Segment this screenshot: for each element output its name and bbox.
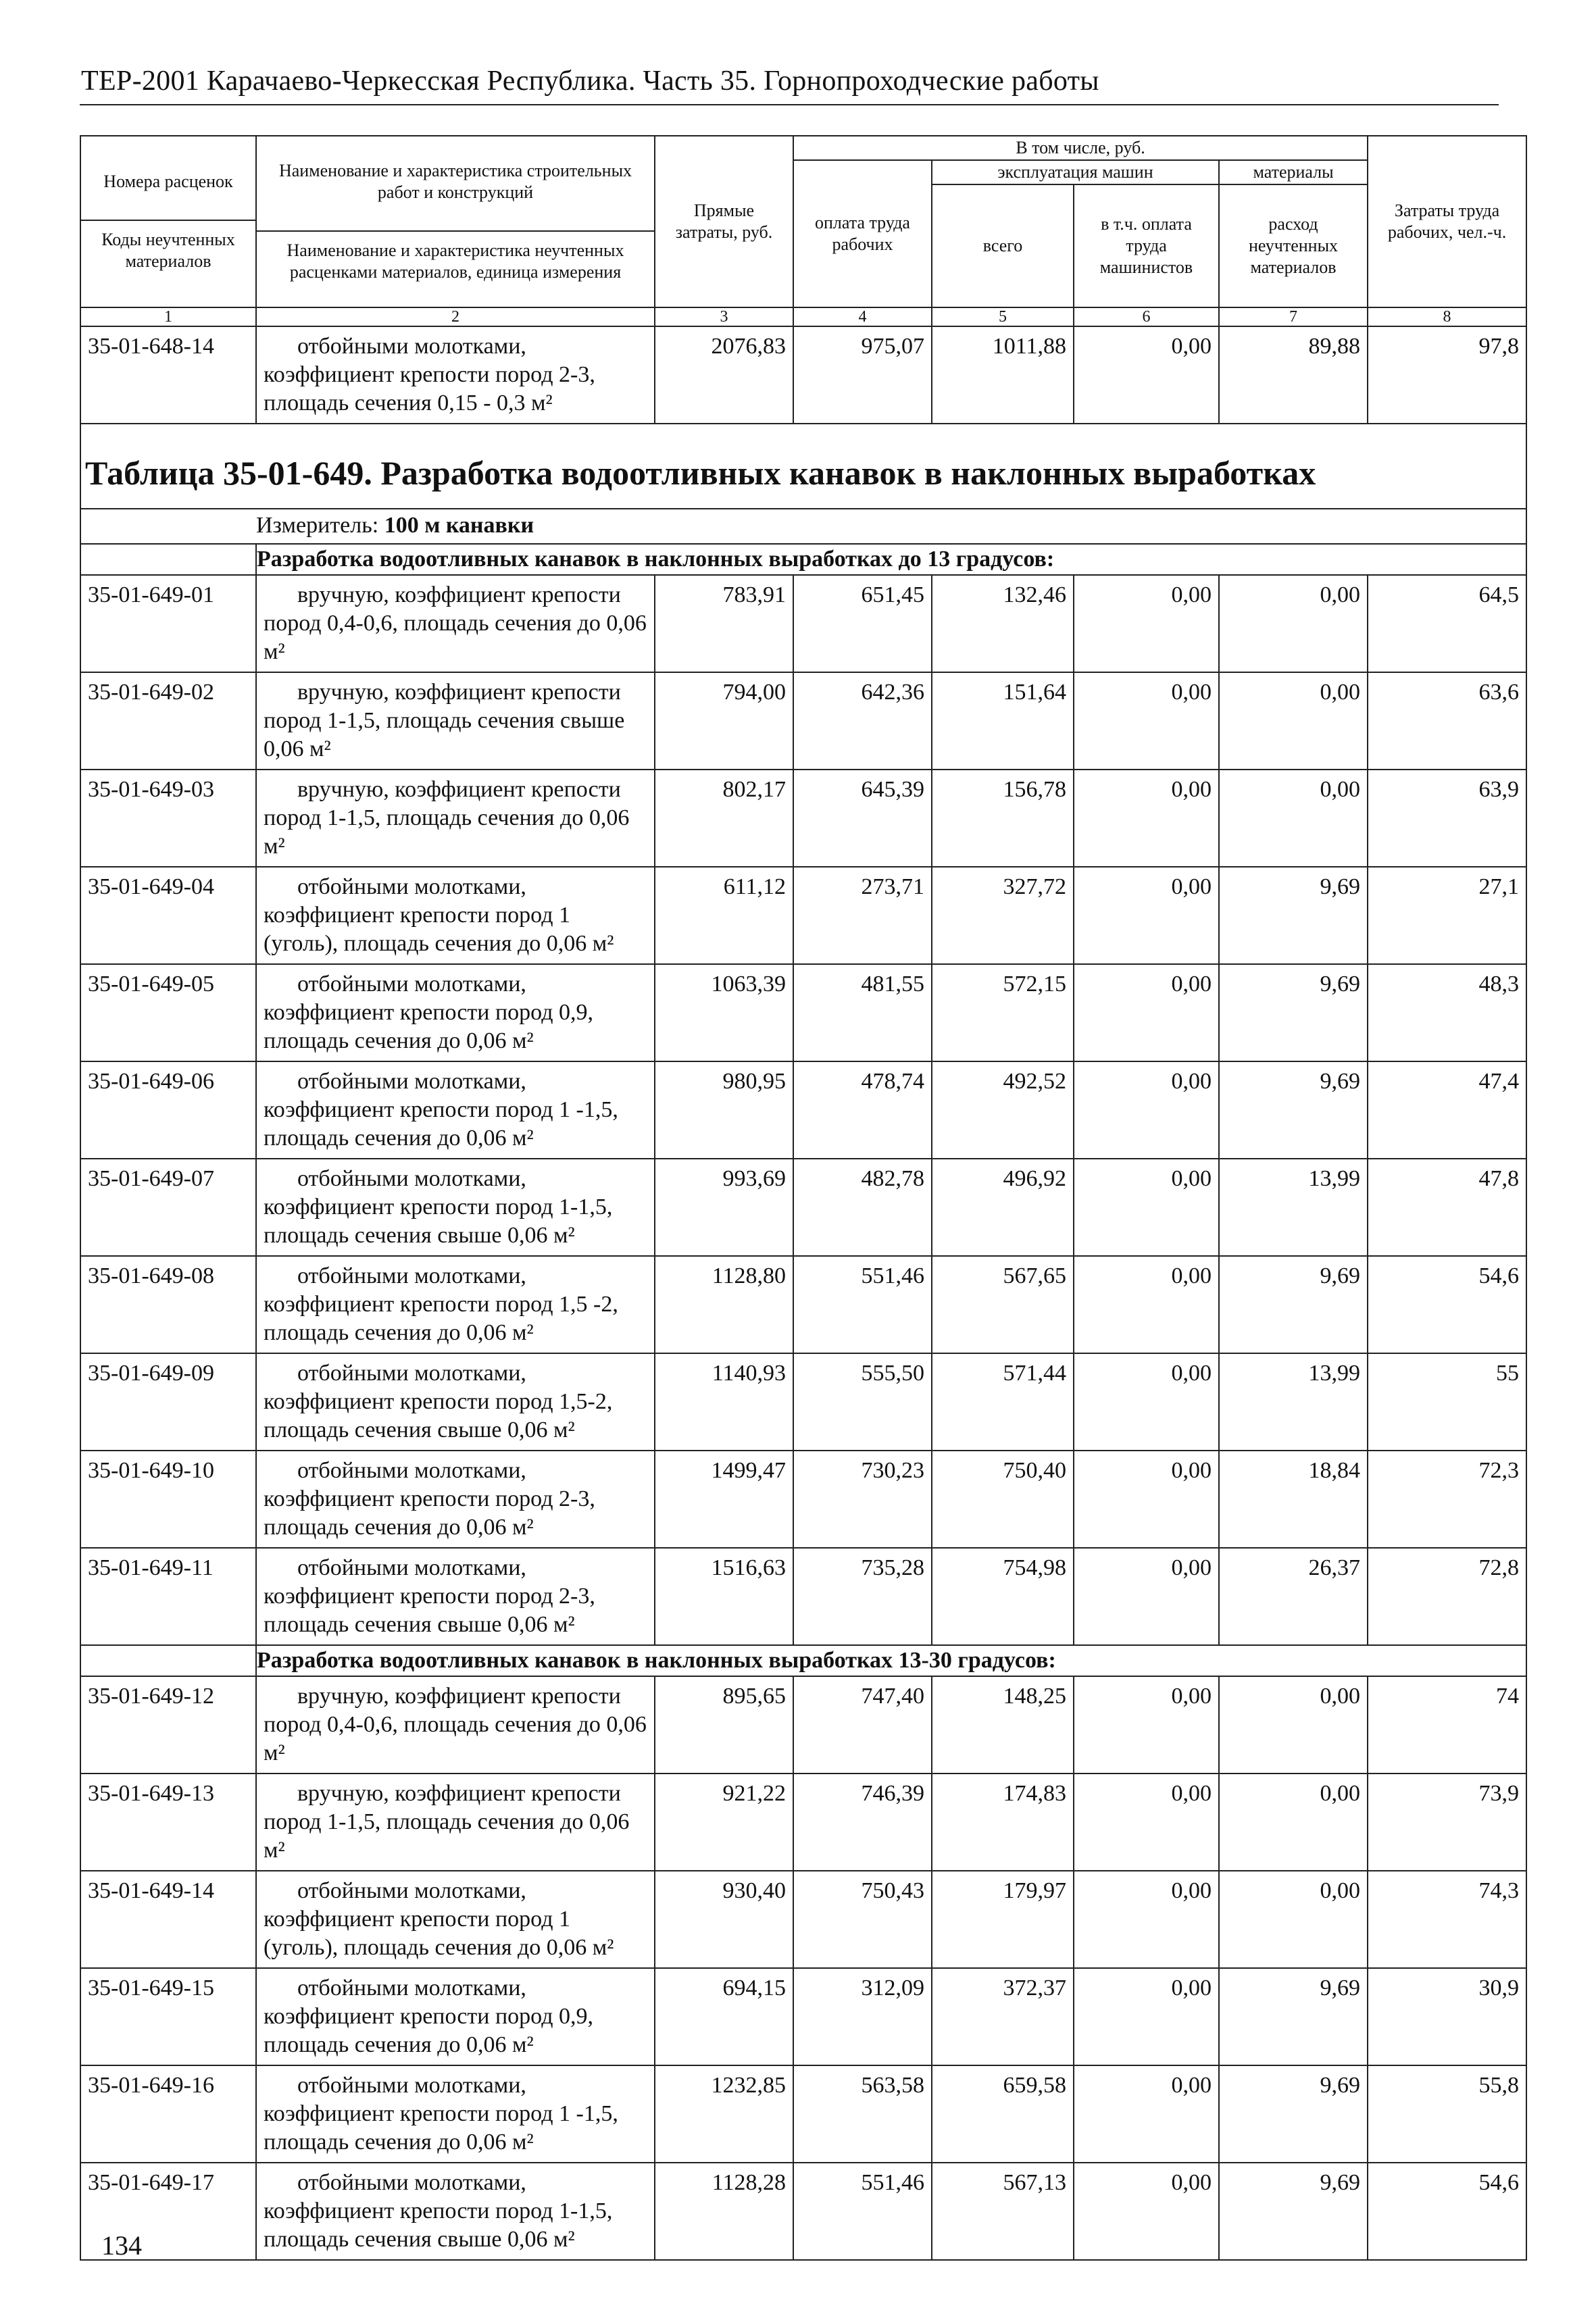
- direct-cost: 611,12: [655, 867, 793, 964]
- materials-cost: 9,69: [1219, 2163, 1368, 2260]
- rate-description: отбойными молотками, коэффициент крепости пород 0,9, площадь сечения до 0,06 м²: [256, 1968, 655, 2065]
- machines-labor: 0,00: [1074, 1061, 1219, 1159]
- rate-code: 35-01-649-03: [80, 770, 256, 867]
- labor-cost: 481,55: [793, 964, 932, 1061]
- rate-code: 35-01-649-17: [80, 2163, 256, 2260]
- rate-description: отбойными молотками, коэффициент крепости пород 1-1,5, площадь сечения свыше 0,06 м²: [256, 2163, 655, 2260]
- machines-labor: 0,00: [1074, 1353, 1219, 1451]
- labor-hours: 72,8: [1368, 1548, 1526, 1645]
- rate-description: вручную, коэффициент крепости пород 0,4-0,6, площадь сечения до 0,06 м²: [256, 575, 655, 672]
- col-code-top: Номера расценок: [81, 167, 255, 221]
- col-number: 2: [256, 307, 655, 326]
- labor-cost: 746,39: [793, 1774, 932, 1871]
- table-row: [80, 2163, 1526, 2260]
- labor-hours: 54,6: [1368, 2163, 1526, 2260]
- machines-total: 571,44: [932, 1353, 1074, 1451]
- machines-total: 1011,88: [932, 326, 1074, 424]
- materials-cost: 0,00: [1219, 575, 1368, 672]
- materials-cost: 9,69: [1219, 1061, 1368, 1159]
- measure-unit: [256, 509, 1526, 543]
- direct-cost: 1063,39: [655, 964, 793, 1061]
- rate-description: отбойными молотками, коэффициент крепости пород 1 -1,5, площадь сечения до 0,06 м²: [256, 2065, 655, 2163]
- rate-code: 35-01-649-01: [80, 575, 256, 672]
- col-number: 8: [1368, 307, 1526, 326]
- machines-labor: 0,00: [1074, 1968, 1219, 2065]
- materials-cost: 13,99: [1219, 1159, 1368, 1256]
- labor-hours: 47,4: [1368, 1061, 1526, 1159]
- machines-total: 372,37: [932, 1968, 1074, 2065]
- rate-description: отбойными молотками, коэффициент крепости пород 1,5-2, площадь сечения свыше 0,06 м²: [256, 1353, 655, 1451]
- direct-cost: 921,22: [655, 1774, 793, 1871]
- machines-total: 156,78: [932, 770, 1074, 867]
- direct-cost: 1232,85: [655, 2065, 793, 2163]
- rate-code: 35-01-649-02: [80, 672, 256, 770]
- col-mach-total-header: всего: [932, 184, 1074, 307]
- machines-total: 496,92: [932, 1159, 1074, 1256]
- rate-description: вручную, коэффициент крепости пород 1-1,5, площадь сечения до 0,06 м²: [256, 1774, 655, 1871]
- rate-code: 35-01-649-06: [80, 1061, 256, 1159]
- machines-labor: 0,00: [1074, 1676, 1219, 1774]
- labor-hours: 54,6: [1368, 1256, 1526, 1353]
- rate-code: 35-01-649-05: [80, 964, 256, 1061]
- rate-code: 35-01-649-11: [80, 1548, 256, 1645]
- rows-group-1: [80, 575, 1526, 1645]
- running-header: ТЕР-2001 Карачаево-Черкесская Республика. Часть 35. Горнопроходческие работы: [81, 66, 1099, 97]
- direct-cost: 2076,83: [655, 326, 793, 424]
- direct-cost: 980,95: [655, 1061, 793, 1159]
- machines-total: 132,46: [932, 575, 1074, 672]
- labor-cost: 735,28: [793, 1548, 932, 1645]
- table-title-row: [80, 424, 1526, 509]
- materials-header: материалы: [1219, 160, 1368, 184]
- labor-hours: 97,8: [1368, 326, 1526, 424]
- machines-labor: 0,00: [1074, 1871, 1219, 1968]
- materials-cost: 0,00: [1219, 1871, 1368, 1968]
- labor-hours: 74,3: [1368, 1871, 1526, 1968]
- labor-cost: 478,74: [793, 1061, 932, 1159]
- materials-cost: 0,00: [1219, 672, 1368, 770]
- materials-cost: 18,84: [1219, 1451, 1368, 1548]
- machines-labor: 0,00: [1074, 1256, 1219, 1353]
- machines-total: 659,58: [932, 2065, 1074, 2163]
- materials-cost: 89,88: [1219, 326, 1368, 424]
- table-row: [80, 1061, 1526, 1159]
- rate-description: отбойными молотками, коэффициент крепости пород 1-1,5, площадь сечения свыше 0,06 м²: [256, 1159, 655, 1256]
- measure-row: [80, 509, 1526, 544]
- machines-header: эксплуатация машин: [932, 160, 1219, 184]
- machines-labor: 0,00: [1074, 1159, 1219, 1256]
- labor-hours: 63,6: [1368, 672, 1526, 770]
- labor-cost: 645,39: [793, 770, 932, 867]
- direct-cost: 783,91: [655, 575, 793, 672]
- machines-labor: 0,00: [1074, 1548, 1219, 1645]
- labor-cost: 642,36: [793, 672, 932, 770]
- labor-hours: 74: [1368, 1676, 1526, 1774]
- machines-total: 750,40: [932, 1451, 1074, 1548]
- table-row: [80, 964, 1526, 1061]
- col-number: 6: [1074, 307, 1219, 326]
- direct-cost: 993,69: [655, 1159, 793, 1256]
- section-heading: Разработка водоотливных канавок в наклонных выработках 13-30 градусов:: [256, 1645, 1526, 1676]
- rate-description: отбойными молотками, коэффициент крепости пород 1 (уголь), площадь сечения до 0,06 м²: [256, 1871, 655, 1968]
- materials-cost: 9,69: [1219, 1256, 1368, 1353]
- direct-cost: 794,00: [655, 672, 793, 770]
- col-code-bottom: Коды неучтенных материалов: [101, 230, 235, 271]
- price-table-sheet: [80, 135, 1526, 2261]
- machines-labor: 0,00: [1074, 672, 1219, 770]
- rows-group-2: [80, 1676, 1526, 2260]
- col-number: 7: [1219, 307, 1368, 326]
- rate-code: 35-01-649-16: [80, 2065, 256, 2163]
- direct-cost: 1140,93: [655, 1353, 793, 1451]
- labor-cost: 551,46: [793, 2163, 932, 2260]
- labor-cost: 975,07: [793, 326, 932, 424]
- labor-hours: 27,1: [1368, 867, 1526, 964]
- measure-value: 100 м канавки: [384, 513, 534, 538]
- labor-cost: 551,46: [793, 1256, 932, 1353]
- labor-hours: 48,3: [1368, 964, 1526, 1061]
- page-number: 134: [101, 2230, 142, 2261]
- group-header: В том числе, руб.: [793, 136, 1368, 160]
- rate-code: 35-01-649-10: [80, 1451, 256, 1548]
- materials-cost: 0,00: [1219, 1774, 1368, 1871]
- table-row: [80, 1159, 1526, 1256]
- machines-total: 567,65: [932, 1256, 1074, 1353]
- header-row-1: [80, 136, 1526, 160]
- machines-total: 151,64: [932, 672, 1074, 770]
- materials-cost: 9,69: [1219, 1968, 1368, 2065]
- direct-cost: 1128,28: [655, 2163, 793, 2260]
- rate-code: 35-01-649-15: [80, 1968, 256, 2065]
- materials-cost: 9,69: [1219, 2065, 1368, 2163]
- labor-hours: 55,8: [1368, 2065, 1526, 2163]
- table-row: [80, 1774, 1526, 1871]
- col-labor-header: оплата труда рабочих: [793, 160, 932, 307]
- col-materials-header: расход неучтенных материалов: [1219, 184, 1368, 307]
- col-name-bottom: Наименование и характеристика неучтенных расценками материалов, единица измерения: [286, 241, 624, 282]
- col-number: 1: [80, 307, 256, 326]
- table-row: [80, 2065, 1526, 2163]
- machines-labor: 0,00: [1074, 964, 1219, 1061]
- direct-cost: 1516,63: [655, 1548, 793, 1645]
- rate-description: отбойными молотками, коэффициент крепости пород 2-3, площадь сечения свыше 0,06 м²: [256, 1548, 655, 1645]
- rate-code: 35-01-649-07: [80, 1159, 256, 1256]
- table-row: [80, 867, 1526, 964]
- table-row: [80, 1451, 1526, 1548]
- table-row: [80, 1256, 1526, 1353]
- rate-code: 35-01-649-12: [80, 1676, 256, 1774]
- labor-cost: 555,50: [793, 1353, 932, 1451]
- rate-description: вручную, коэффициент крепости пород 1-1,5, площадь сечения до 0,06 м²: [256, 770, 655, 867]
- machines-total: 174,83: [932, 1774, 1074, 1871]
- col-name-header: [256, 136, 655, 307]
- table-row: [80, 1968, 1526, 2065]
- direct-cost: 930,40: [655, 1871, 793, 1968]
- labor-cost: 482,78: [793, 1159, 932, 1256]
- table-title: Таблица 35-01-649. Разработка водоотливных канавок в наклонных выработках: [85, 454, 1316, 492]
- table-row: [80, 575, 1526, 672]
- header-rule: [80, 104, 1499, 105]
- labor-hours: 72,3: [1368, 1451, 1526, 1548]
- col-mach-labor-header: в т.ч. оплата труда машинистов: [1074, 184, 1219, 307]
- machines-labor: 0,00: [1074, 770, 1219, 867]
- labor-cost: 747,40: [793, 1676, 932, 1774]
- rate-description: отбойными молотками, коэффициент крепости пород 0,9, площадь сечения до 0,06 м²: [256, 964, 655, 1061]
- section-heading: Разработка водоотливных канавок в наклонных выработках до 13 градусов:: [256, 544, 1526, 575]
- col-direct-header: Прямые затраты, руб.: [655, 136, 793, 307]
- table-row: [80, 672, 1526, 770]
- direct-cost: 1128,80: [655, 1256, 793, 1353]
- machines-total: 179,97: [932, 1871, 1074, 1968]
- rate-description: отбойными молотками, коэффициент крепости пород 2-3, площадь сечения до 0,06 м²: [256, 1451, 655, 1548]
- materials-cost: 9,69: [1219, 867, 1368, 964]
- machines-total: 754,98: [932, 1548, 1074, 1645]
- rates-table: [80, 135, 1527, 2261]
- machines-total: 327,72: [932, 867, 1074, 964]
- labor-cost: 750,43: [793, 1871, 932, 1968]
- col-hours-header: Затраты труда рабочих, чел.-ч.: [1368, 136, 1526, 307]
- rate-description: отбойными молотками, коэффициент крепости пород 1 -1,5, площадь сечения до 0,06 м²: [256, 1061, 655, 1159]
- rate-code: 35-01-649-08: [80, 1256, 256, 1353]
- labor-hours: 63,9: [1368, 770, 1526, 867]
- machines-labor: 0,00: [1074, 1774, 1219, 1871]
- col-number: 3: [655, 307, 793, 326]
- measure-label: Измеритель:: [256, 513, 384, 538]
- direct-cost: 1499,47: [655, 1451, 793, 1548]
- machines-labor: 0,00: [1074, 1451, 1219, 1548]
- machines-labor: 0,00: [1074, 867, 1219, 964]
- rate-code: 35-01-649-09: [80, 1353, 256, 1451]
- labor-cost: 273,71: [793, 867, 932, 964]
- labor-hours: 55: [1368, 1353, 1526, 1451]
- machines-labor: 0,00: [1074, 2065, 1219, 2163]
- col-name-top: Наименование и характеристика строительных работ и конструкций: [257, 156, 654, 232]
- col-number: 4: [793, 307, 932, 326]
- labor-cost: 651,45: [793, 575, 932, 672]
- materials-cost: 13,99: [1219, 1353, 1368, 1451]
- table-row: [80, 1548, 1526, 1645]
- machines-labor: 0,00: [1074, 326, 1219, 424]
- labor-cost: 563,58: [793, 2065, 932, 2163]
- labor-cost: 312,09: [793, 1968, 932, 2065]
- column-numbers-row: [80, 307, 1526, 326]
- rate-code: 35-01-648-14: [80, 326, 256, 424]
- table-row: [80, 326, 1526, 424]
- labor-hours: 73,9: [1368, 1774, 1526, 1871]
- table-row: [80, 1353, 1526, 1451]
- materials-cost: 0,00: [1219, 1676, 1368, 1774]
- col-number: 5: [932, 307, 1074, 326]
- direct-cost: 802,17: [655, 770, 793, 867]
- col-code-header: [80, 136, 256, 307]
- rate-code: 35-01-649-13: [80, 1774, 256, 1871]
- section-row: [80, 1645, 1526, 1676]
- rate-code: 35-01-649-04: [80, 867, 256, 964]
- labor-hours: 30,9: [1368, 1968, 1526, 2065]
- table-row: [80, 770, 1526, 867]
- rate-description: вручную, коэффициент крепости пород 0,4-0,6, площадь сечения до 0,06 м²: [256, 1676, 655, 1774]
- rate-description: вручную, коэффициент крепости пород 1-1,5, площадь сечения свыше 0,06 м²: [256, 672, 655, 770]
- machines-total: 567,13: [932, 2163, 1074, 2260]
- materials-cost: 9,69: [1219, 964, 1368, 1061]
- direct-cost: 694,15: [655, 1968, 793, 2065]
- table-row: [80, 1871, 1526, 1968]
- rate-description: отбойными молотками, коэффициент крепости пород 2-3, площадь сечения 0,15 - 0,3 м²: [256, 326, 655, 424]
- table-row: [80, 1676, 1526, 1774]
- direct-cost: 895,65: [655, 1676, 793, 1774]
- rate-description: отбойными молотками, коэффициент крепости пород 1 (уголь), площадь сечения до 0,06 м²: [256, 867, 655, 964]
- labor-hours: 64,5: [1368, 575, 1526, 672]
- rate-description: отбойными молотками, коэффициент крепости пород 1,5 -2, площадь сечения до 0,06 м²: [256, 1256, 655, 1353]
- section-row: [80, 544, 1526, 575]
- materials-cost: 0,00: [1219, 770, 1368, 867]
- labor-cost: 730,23: [793, 1451, 932, 1548]
- machines-total: 572,15: [932, 964, 1074, 1061]
- machines-total: 148,25: [932, 1676, 1074, 1774]
- rate-code: 35-01-649-14: [80, 1871, 256, 1968]
- machines-labor: 0,00: [1074, 2163, 1219, 2260]
- machines-labor: 0,00: [1074, 575, 1219, 672]
- machines-total: 492,52: [932, 1061, 1074, 1159]
- labor-hours: 47,8: [1368, 1159, 1526, 1256]
- materials-cost: 26,37: [1219, 1548, 1368, 1645]
